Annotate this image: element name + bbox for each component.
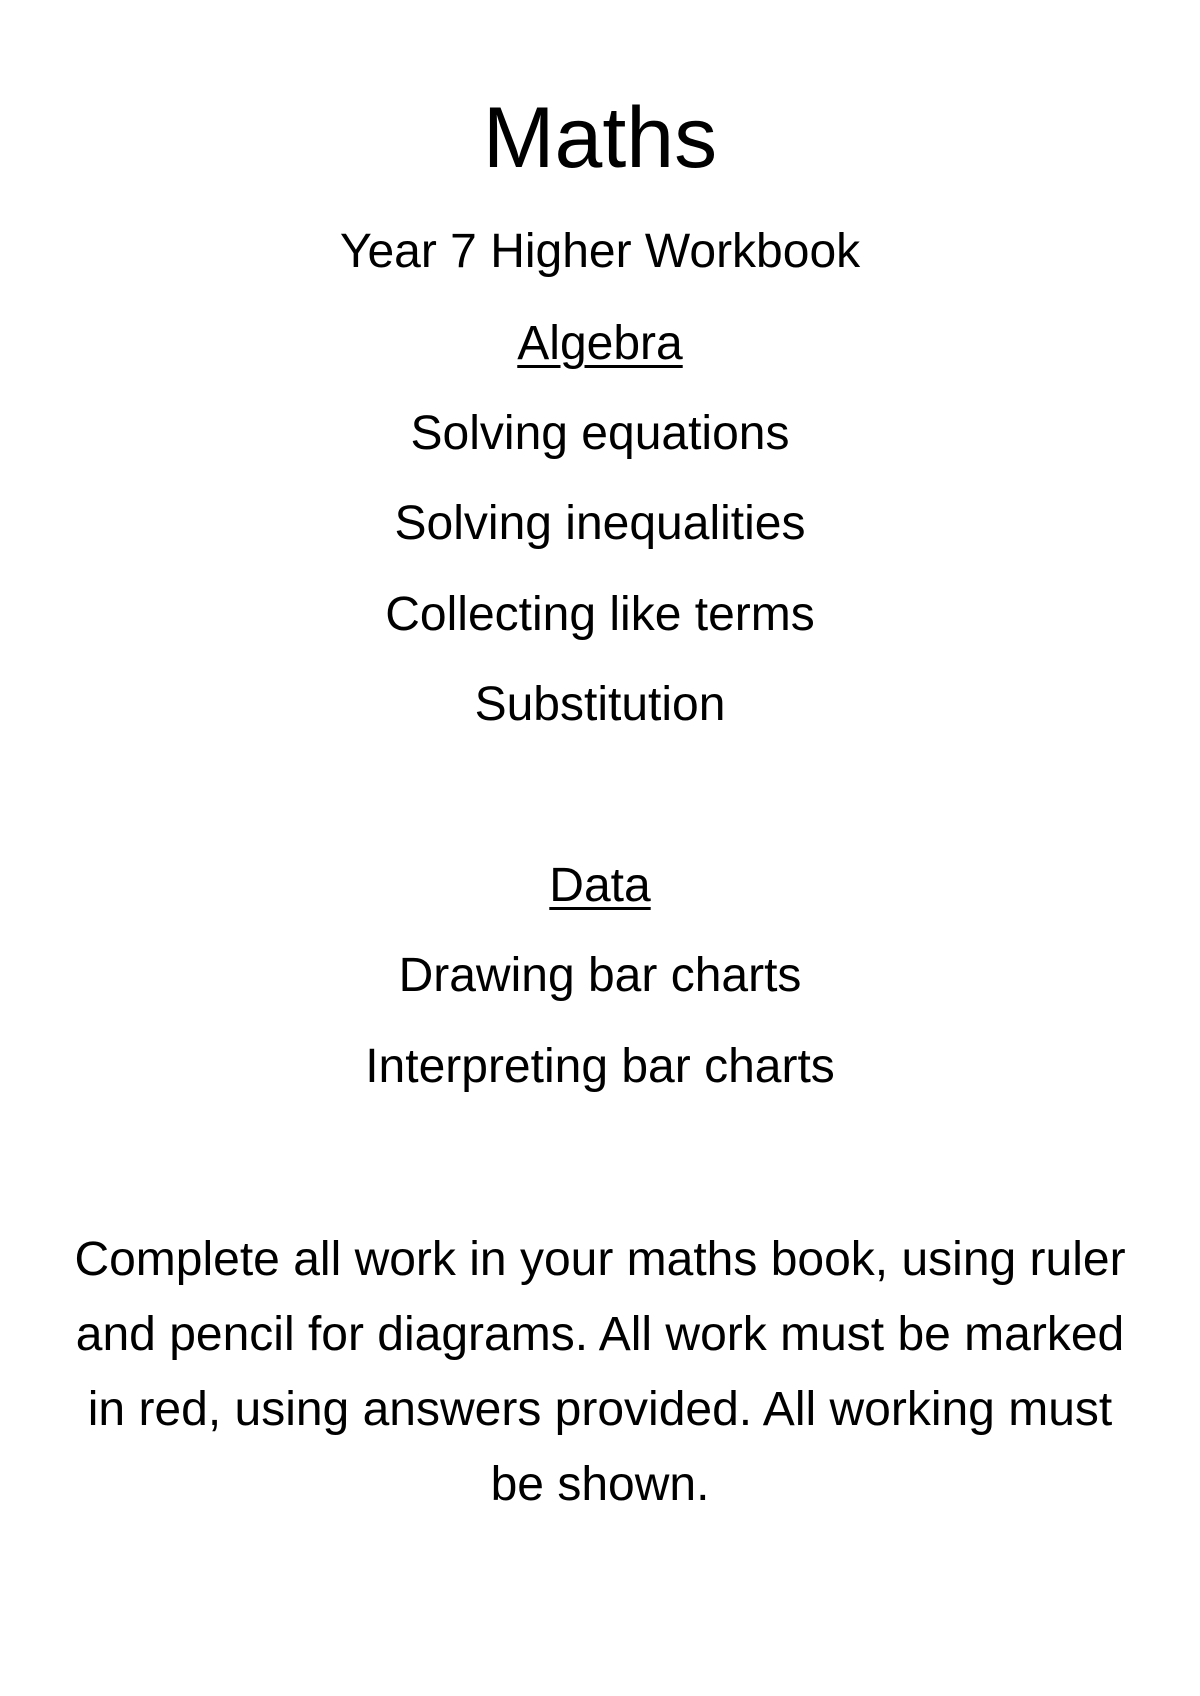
workbook-subtitle: Year 7 Higher Workbook	[339, 225, 861, 278]
topic-item: Interpreting bar charts	[365, 1040, 835, 1093]
page-title: Maths	[482, 90, 718, 186]
section-heading-data: Data	[549, 859, 651, 912]
topic-item: Substitution	[474, 678, 726, 731]
topic-item: Solving equations	[410, 407, 790, 460]
topic-item: Solving inequalities	[394, 497, 806, 550]
section-heading-algebra: Algebra	[517, 317, 683, 370]
instructions-paragraph: Complete all work in your maths book, using ruler and pencil for diagrams. All work must be marked in red, using answers provided. All working must be shown.	[74, 1233, 1126, 1511]
topic-item: Collecting like terms	[385, 588, 815, 641]
topic-item: Drawing bar charts	[398, 949, 802, 1002]
